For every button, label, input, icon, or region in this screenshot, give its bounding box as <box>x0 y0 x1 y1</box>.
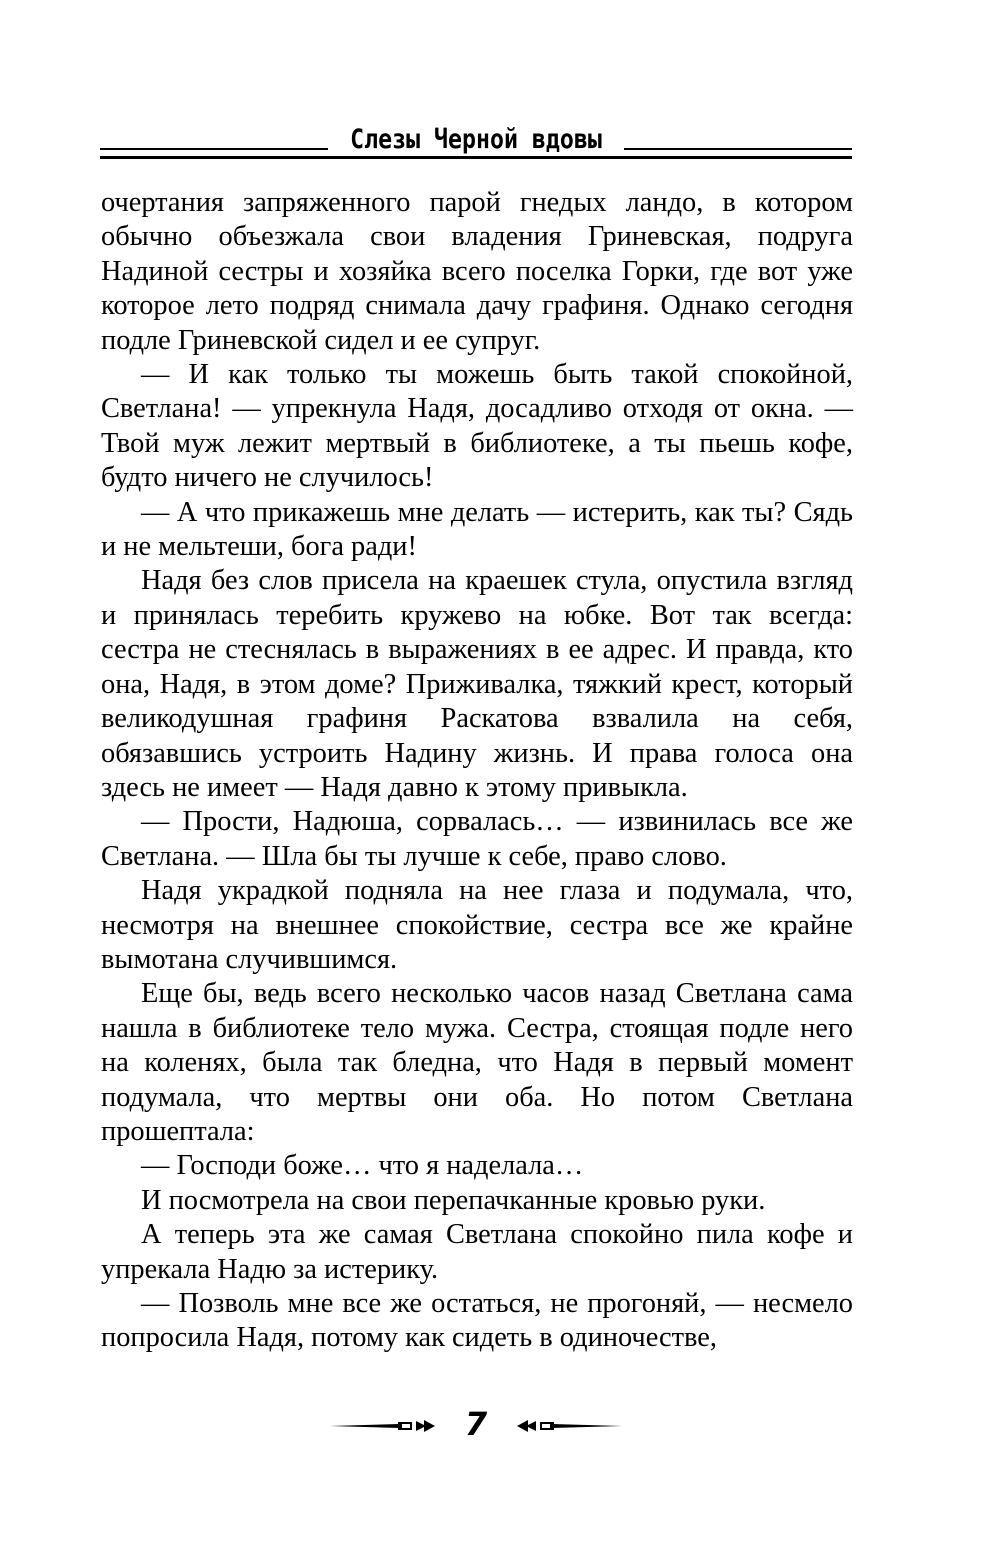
footer-ornament-right-icon <box>517 1419 622 1433</box>
body-text <box>101 186 853 1356</box>
paragraph: — Прости, Надюша, сорвалась… — извинилась все же Светлана. — Шла бы ты лучше к себе, право слово. <box>101 806 853 872</box>
running-header <box>100 118 852 166</box>
paragraph: — Позволь мне все же остаться, не прогоняй, — несмело попросила Надя, потому как сидеть в одиночестве, <box>101 1288 853 1354</box>
paragraph: — И как только ты можешь быть такой спокойной, Светлана! — упрекнула Надя, досадливо отходя от окна. — Твой муж лежит мертвый в библиотеке, а ты пьешь кофе, будто ничего не случилось! <box>101 359 853 494</box>
header-rule-right <box>624 148 852 150</box>
paragraph: И посмотрела на свои перепачканные кровью руки. <box>141 1184 766 1216</box>
header-underline <box>100 156 852 159</box>
paragraph: А теперь эта же самая Светлана спокойно пила кофе и упрекала Надю за истерику. <box>101 1219 853 1285</box>
paragraph: Надя без слов присела на краешек стула, опустила взгляд и принялась теребить кружево на юбке. Вот так всегда: сестра не стеснялась в выражениях в ее адрес. И правда, кто она, Надя, в этом доме? Приживалка, тяжкий крест, который великодушная графиня Раскатова взвалила на себя, обязавшись устроить Надину жизнь. И права голоса она здесь не имеет — Надя давно к этому привыкла. <box>101 565 853 803</box>
paragraph: очертания запряженного парой гнедых ландо, в котором обычно объезжала свои владения Гриневская, подруга Надиной сестры и хозяйка всего поселка Горки, где вот уже которое лето подряд снимала дачу графиня. Однако сегодня подле Гриневской сидел и ее супруг. <box>101 187 853 356</box>
paragraph: Еще бы, ведь всего несколько часов назад Светлана сама нашла в библиотеке тело мужа. Сестра, стоящая подле него на коленях, была так бледна, что Надя в первый момент подумала, что мертвы они оба. Но потом Светлана прошептала: <box>101 978 853 1147</box>
running-title: Слезы Черной вдовы <box>350 124 602 155</box>
page-number: 7 <box>464 1405 488 1443</box>
paragraph: — Господи боже… что я наделала… <box>141 1150 584 1182</box>
page-footer <box>330 1405 622 1449</box>
paragraph: — А что прикажешь мне делать — истерить, как ты? Сядь и не мельтеши, бога ради! <box>101 496 853 563</box>
paragraph: Надя украдкой подняла на нее глаза и подумала, что, несмотря на внешнее спокойствие, сестра все же крайне вымотана случившимся. <box>101 875 853 975</box>
